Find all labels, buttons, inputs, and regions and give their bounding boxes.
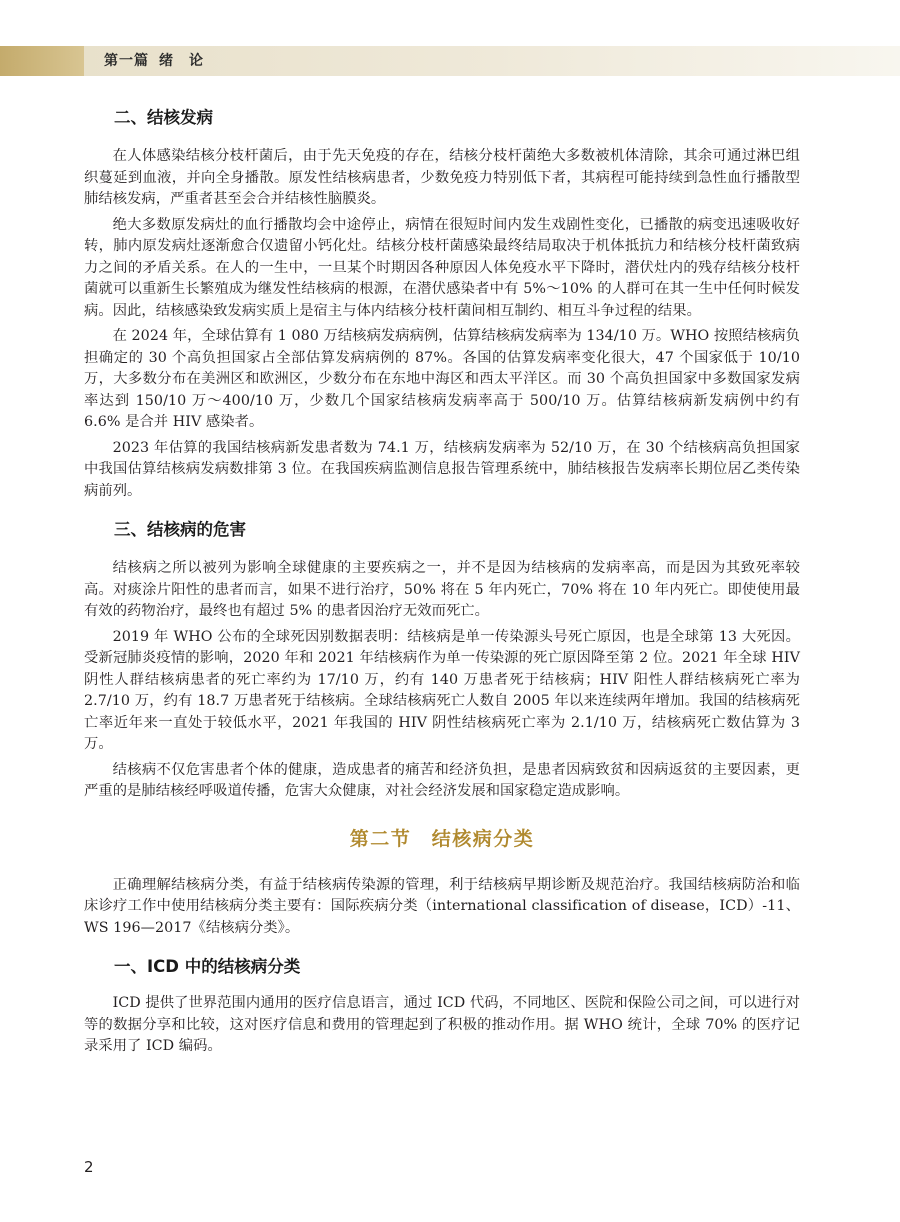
chapter-title: 第二节 结核病分类 xyxy=(349,827,535,850)
section-heading-icd: 一、ICD 中的结核病分类 xyxy=(114,957,301,976)
paragraph: 绝大多数原发病灶的血行播散均会中途停止，病情在很短时间内发生戏剧性变化，已播散的病变迅速吸收好转，肺内原发病灶逐渐愈合仅遗留小钙化灶。结核分枝杆菌感染最终结局取决于机体抵抗力和结核分枝杆菌致病力之间的矛盾关系。在人的一生中，一旦某个时期因各种原因人体免疫水平下降时，潜伏灶内的残存结核分枝杆菌就可以重新生长繁殖成为继发性结核病的根源，在潜伏感染者中有 5%～10% 的人群可在其一生中任何时候发病。因此，结核感染致发病实质上是宿主与体内结核分枝杆菌间相互制约、相互斗争过程的结果。 xyxy=(84,216,800,319)
paragraph: 在人体感染结核分枝杆菌后，由于先天免疫的存在，结核分枝杆菌绝大多数被机体清除，其余可通过淋巴组织蔓延到血液，并向全身播散。原发性结核病患者，少数免疫力特别低下者，其病程可能持续到急性血行播散型肺结核发病，严重者甚至会合并结核性脑膜炎。 xyxy=(84,148,800,207)
paragraph: 结核病之所以被列为影响全球健康的主要疾病之一，并不是因为结核病的发病率高，而是因为其致死率较高。对痰涂片阳性的患者而言，如果不进行治疗，50% 将在 5 年内死亡，70% 将在 10 年内死亡。即使使用最有效的药物治疗，最终也有超过 5% 的患者因治疗无效而死亡。 xyxy=(84,560,800,619)
section-heading-onset: 二、结核发病 xyxy=(114,108,213,127)
header-title: 绪 论 xyxy=(159,53,204,69)
header-part: 第一篇 xyxy=(104,53,149,69)
page-number: 2 xyxy=(84,1158,94,1176)
paragraph: 2023 年估算的我国结核病新发患者数为 74.1 万，结核病发病率为 52/10 万，在 30 个结核病高负担国家中我国估算结核病发病数排第 3 位。在我国疾病监测信息报告管理系统中，肺结核报告发病率长期位居乙类传染病前列。 xyxy=(84,439,800,499)
paragraph: 正确理解结核病分类，有益于结核病传染源的管理，利于结核病早期诊断及规范治疗。我国结核病防治和临床诊疗工作中使用结核病分类主要有：国际疾病分类（international classification of disease，ICD）-11、WS 196—2017《结核病分类》。 xyxy=(84,876,800,936)
paragraph: ICD 提供了世界范围内通用的医疗信息语言，通过 ICD 代码，不同地区、医院和保险公司之间，可以进行对等的数据分享和比较，这对医疗信息和费用的管理起到了积极的推动作用。据 WHO 统计，全球 70% 的医疗记录采用了 ICD 编码。 xyxy=(84,995,800,1054)
paragraph: 结核病不仅危害患者个体的健康，造成患者的痛苦和经济负担，是患者因病致贫和因病返贫的主要因素，更严重的是肺结核经呼吸道传播，危害大众健康，对社会经济发展和国家稳定造成影响。 xyxy=(84,761,800,799)
header-accent-block xyxy=(0,46,84,76)
running-header xyxy=(104,49,204,73)
paragraph: 2019 年 WHO 公布的全球死因别数据表明：结核病是单一传染源头号死亡原因，也是全球第 13 大死因。受新冠肺炎疫情的影响，2020 年和 2021 年结核病作为单一传染源的死亡原因降至第 2 位。2021 年全球 HIV 阴性人群结核病患者的死亡率约为 17/10 万，约有 140 万患者死于结核病；HIV 阳性人群结核病死亡率为 2.7/10 万，约有 18.7 万患者死于结核病。全球结核病死亡人数自 2005 年以来连续两年增加。我国的结核病死亡率近年来一直处于较低水平，2021 年我国的 HIV 阴性结核病死亡率为 2.1/10 万，结核病死亡数估算为 3 万。 xyxy=(84,628,800,752)
section-heading-harm: 三、结核病的危害 xyxy=(114,520,246,539)
page-body xyxy=(84,104,800,1058)
paragraph: 在 2024 年，全球估算有 1 080 万结核病发病病例，估算结核病发病率为 134/10 万。WHO 按照结核病负担确定的 30 个高负担国家占全部估算发病病例的 87%。各国的估算发病率变化很大，47 个国家低于 10/10 万，大多数分布在美洲区和欧洲区，少数分布在东地中海区和西太平洋区。而 30 个高负担国家中多数国家发病率达到 150/10 万～400/10 万，少数几个国家结核病发病率高于 500/10 万。估算结核病新发病例中约有 6.6% 是合并 HIV 感染者。 xyxy=(84,328,800,430)
